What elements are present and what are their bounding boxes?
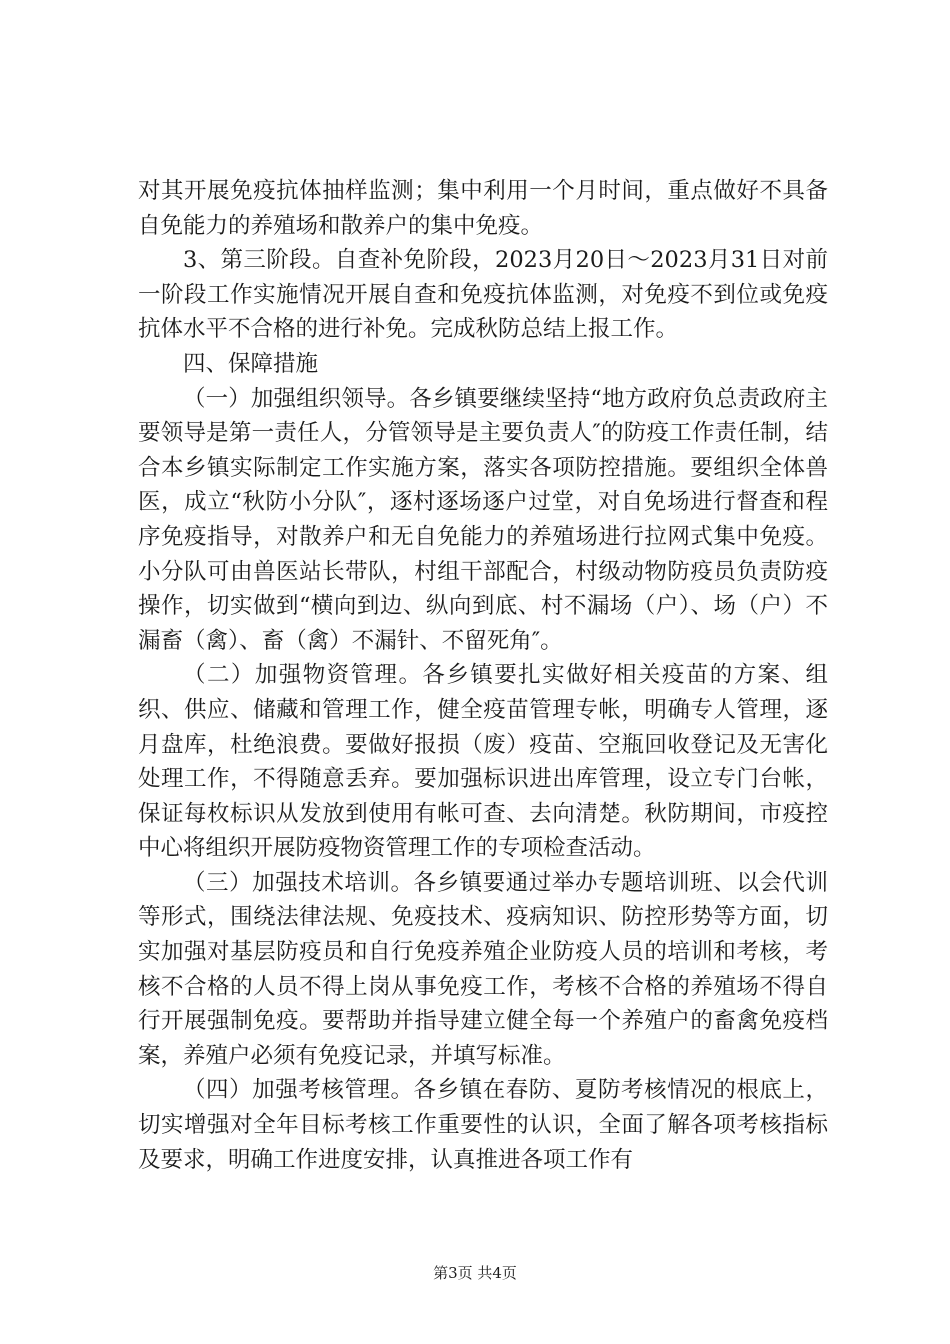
paragraph-stage-three: 3、第三阶段。自查补免阶段，2023月20日～2023月31日对前一阶段工作实施情况开展自查和免疫抗体监测，对免疫不到位或免疫抗体水平不合格的进行补免。完成秋防总结上报工作。 bbox=[138, 247, 828, 343]
paragraph-continuation: 对其开展免疫抗体抽样监测；集中利用一个月时间，重点做好不具备自免能力的养殖场和散养户的集中免疫。 bbox=[138, 178, 828, 239]
page-number-footer: 第3页 共4页 bbox=[433, 1264, 517, 1282]
document-body bbox=[138, 174, 828, 1177]
paragraph-technical-training: （三）加强技术培训。各乡镇要通过举办专题培训班、以会代训等形式，围绕法律法规、免疫技术、疫病知识、防控形势等方面，切实加强对基层防疫员和自行免疫养殖企业防疫人员的培训和考核，考核不合格的人员不得上岗从事免疫工作，考核不合格的养殖场不得自行开展强制免疫。要帮助并指导建立健全每一个养殖户的畜禽免疫档案，养殖户必须有免疫记录，并填写标准。 bbox=[138, 869, 828, 1069]
section-heading-safeguards: 四、保障措施 bbox=[183, 350, 319, 377]
paragraph-assessment-management: （四）加强考核管理。各乡镇在春防、夏防考核情况的根底上，切实增强对全年目标考核工作重要性的认识，全面了解各项考核指标及要求，明确工作进度安排，认真推进各项工作有 bbox=[138, 1077, 828, 1173]
paragraph-material-management: （二）加强物资管理。各乡镇要扎实做好相关疫苗的方案、组织、供应、储藏和管理工作，健全疫苗管理专帐，明确专人管理，逐月盘库，杜绝浪费。要做好报损（废）疫苗、空瓶回收登记及无害化处理工作，不得随意丢弃。要加强标识进出库管理，设立专门台帐，保证每枚标识从发放到使用有帐可查、去向清楚。秋防期间，市疫控中心将组织开展防疫物资管理工作的专项检查活动。 bbox=[138, 662, 828, 862]
paragraph-organization-leadership: （一）加强组织领导。各乡镇要继续坚持“地方政府负总责政府主要领导是第一责任人，分管领导是主要负责人″的防疫工作责任制，结合本乡镇实际制定工作实施方案，落实各项防控措施。要组织全体兽医，成立“秋防小分队″，逐村逐场逐户过堂，对自免场进行督查和程序免疫指导，对散养户和无自免能力的养殖场进行拉网式集中免疫。小分队可由兽医站长带队，村组干部配合，村级动物防疫员负责防疫操作，切实做到“横向到边、纵向到底、村不漏场（户）、场（户）不漏畜（禽）、畜（禽）不漏针、不留死角″。 bbox=[138, 385, 828, 654]
